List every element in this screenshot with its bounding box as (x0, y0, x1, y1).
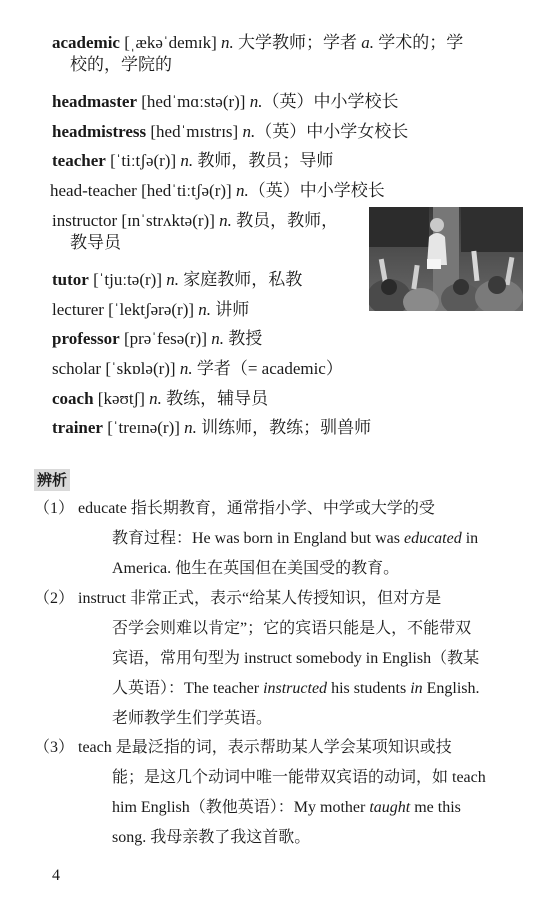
note-line: 老师教学生们学英语。 (112, 710, 273, 727)
entry-word: trainer (52, 418, 103, 437)
note-item-2 (34, 584, 524, 734)
section-heading: 辨析 (34, 469, 70, 491)
entry-pos: n. (242, 122, 256, 141)
entry-lecturer (52, 299, 249, 321)
entry-academic (52, 32, 530, 76)
entry-headmaster (52, 91, 398, 113)
note-text: 教育过程：He was born in England but was (112, 530, 404, 547)
entry-pos: n. (211, 329, 224, 348)
entry-coach (52, 388, 268, 410)
entry-word: tutor (52, 270, 89, 289)
entry-head-teacher (50, 180, 385, 202)
entry-word: teacher (52, 151, 106, 170)
entry-teacher (52, 150, 333, 172)
note-text: 人英语）：The teacher (112, 680, 264, 697)
entry-word: headmaster (52, 92, 137, 111)
note-continuation (78, 614, 524, 734)
entry-trainer (52, 417, 371, 439)
entry-pos: n. (249, 92, 263, 111)
entry-phonetic: [hedˈmɑːstə(r)] (136, 92, 250, 111)
entry-headmistress (52, 121, 408, 143)
note-continuation (78, 524, 524, 584)
entry-definition: 大学教师；学者 (233, 33, 362, 52)
entry-definition: 教师，教员；导师 (193, 151, 334, 170)
entry-pos: n. (198, 300, 212, 319)
note-text: me this (410, 799, 461, 816)
note-line: instruct 非常正式，表示“给某人传授知识，但对方是 (78, 590, 442, 607)
entry-pos: n. (221, 33, 234, 52)
note-line (112, 530, 478, 547)
entry-word: professor (52, 329, 120, 348)
note-italic: in (410, 680, 423, 697)
note-text: him English（教他英语）：My mother (112, 799, 370, 816)
entry-definition-cont: 教导员 (70, 233, 121, 252)
entry-definition: 教练，辅导员 (161, 389, 269, 408)
entry-phonetic: [ˈlektʃərə(r)] (103, 300, 199, 319)
note-line: 否学会则难以肯定”；它的宾语只能是人，不能带双 (112, 620, 472, 637)
entry-phonetic: [ˌækəˈdemɪk] (119, 33, 222, 52)
entry-word: headmistress (52, 122, 147, 141)
entry-phonetic: [kəʊtʃ] (93, 389, 150, 408)
entry-phonetic: [hedˈmɪstrɪs] (146, 122, 243, 141)
note-number: （3） (34, 739, 75, 756)
note-line: educate 指长期教育，通常指小学、中学或大学的受 (78, 500, 435, 517)
entry-pos: n. (235, 181, 249, 200)
entry-pos: n. (219, 211, 232, 230)
entry-definition: 教授 (223, 329, 263, 348)
entry-tutor (52, 269, 302, 291)
entry-pos: n. (184, 418, 197, 437)
entry-definition: （英）中小学校长 (262, 92, 399, 111)
note-line: 能；是这几个动词中唯一能带双宾语的动词，如 teach (112, 769, 486, 786)
note-italic: educated (403, 530, 462, 547)
entry-phonetic: [ˈtreɪnə(r)] (102, 418, 185, 437)
note-line: teach 是最泛指的词，表示帮助某人学会某项知识或技 (78, 739, 452, 756)
entry-word: coach (52, 389, 94, 408)
entry-phonetic: [prəˈfesə(r)] (119, 329, 212, 348)
note-body (78, 733, 524, 853)
note-italic: instructed (263, 680, 328, 697)
note-line: America. 他生在英国但在美国受的教育。 (112, 560, 400, 577)
entry-pos: n. (180, 151, 194, 170)
note-text: English. (422, 680, 480, 697)
note-item-1 (34, 494, 524, 584)
entry-definition: （英）中小学女校长 (255, 122, 409, 141)
entry-phonetic: [hedˈtiːtʃə(r)] (136, 181, 236, 200)
page-number: 4 (52, 867, 60, 884)
entry-word: academic (52, 33, 120, 52)
note-number: （1） (34, 500, 75, 517)
note-body (78, 584, 524, 734)
classroom-photo (369, 207, 523, 311)
entry-instructor (52, 210, 338, 254)
entry-phonetic: [ˈtiːtʃə(r)] (105, 151, 181, 170)
entry-pos: n. (149, 389, 162, 408)
entry-scholar (52, 358, 343, 380)
entry-phonetic: [ˈtjuːtə(r)] (88, 270, 167, 289)
entry-word: lecturer (52, 300, 104, 319)
note-number: （2） (34, 590, 75, 607)
entry-pos-2: a. (361, 33, 375, 52)
note-continuation (78, 763, 524, 853)
entry-definition-cont: 校的，学院的 (70, 55, 172, 74)
entry-definition: 训练师，教练；驯兽师 (196, 418, 372, 437)
entry-phonetic: [ɪnˈstrʌktə(r)] (117, 211, 220, 230)
entry-definition: （英）中小学校长 (248, 181, 385, 200)
entry-definition: 讲师 (211, 300, 250, 319)
note-body (78, 494, 524, 584)
note-item-3 (34, 733, 524, 853)
entry-word: instructor (52, 211, 118, 230)
entry-phonetic: [ˈskɒlə(r)] (101, 359, 180, 378)
entry-professor (52, 328, 262, 350)
entry-word: head-teacher (50, 181, 137, 200)
note-line (112, 680, 480, 697)
entry-definition: 学者（= academic） (192, 359, 343, 378)
note-text: his students (327, 680, 411, 697)
entry-pos: n. (179, 359, 193, 378)
entry-definition: 家庭教师，私教 (178, 270, 303, 289)
entry-word: scholar (52, 359, 102, 378)
entry-pos: n. (166, 270, 179, 289)
note-text: in (461, 530, 479, 547)
note-line: 宾语，常用句型为 instruct somebody in English（教某 (112, 650, 480, 667)
entry-definition-2: 学术的；学 (374, 33, 464, 52)
note-line: song. 我母亲教了我这首歌。 (112, 829, 311, 846)
note-italic: taught (369, 799, 411, 816)
classroom-photo-image (369, 207, 523, 311)
entry-definition: 教员，教师， (231, 211, 339, 230)
note-line (112, 799, 461, 816)
